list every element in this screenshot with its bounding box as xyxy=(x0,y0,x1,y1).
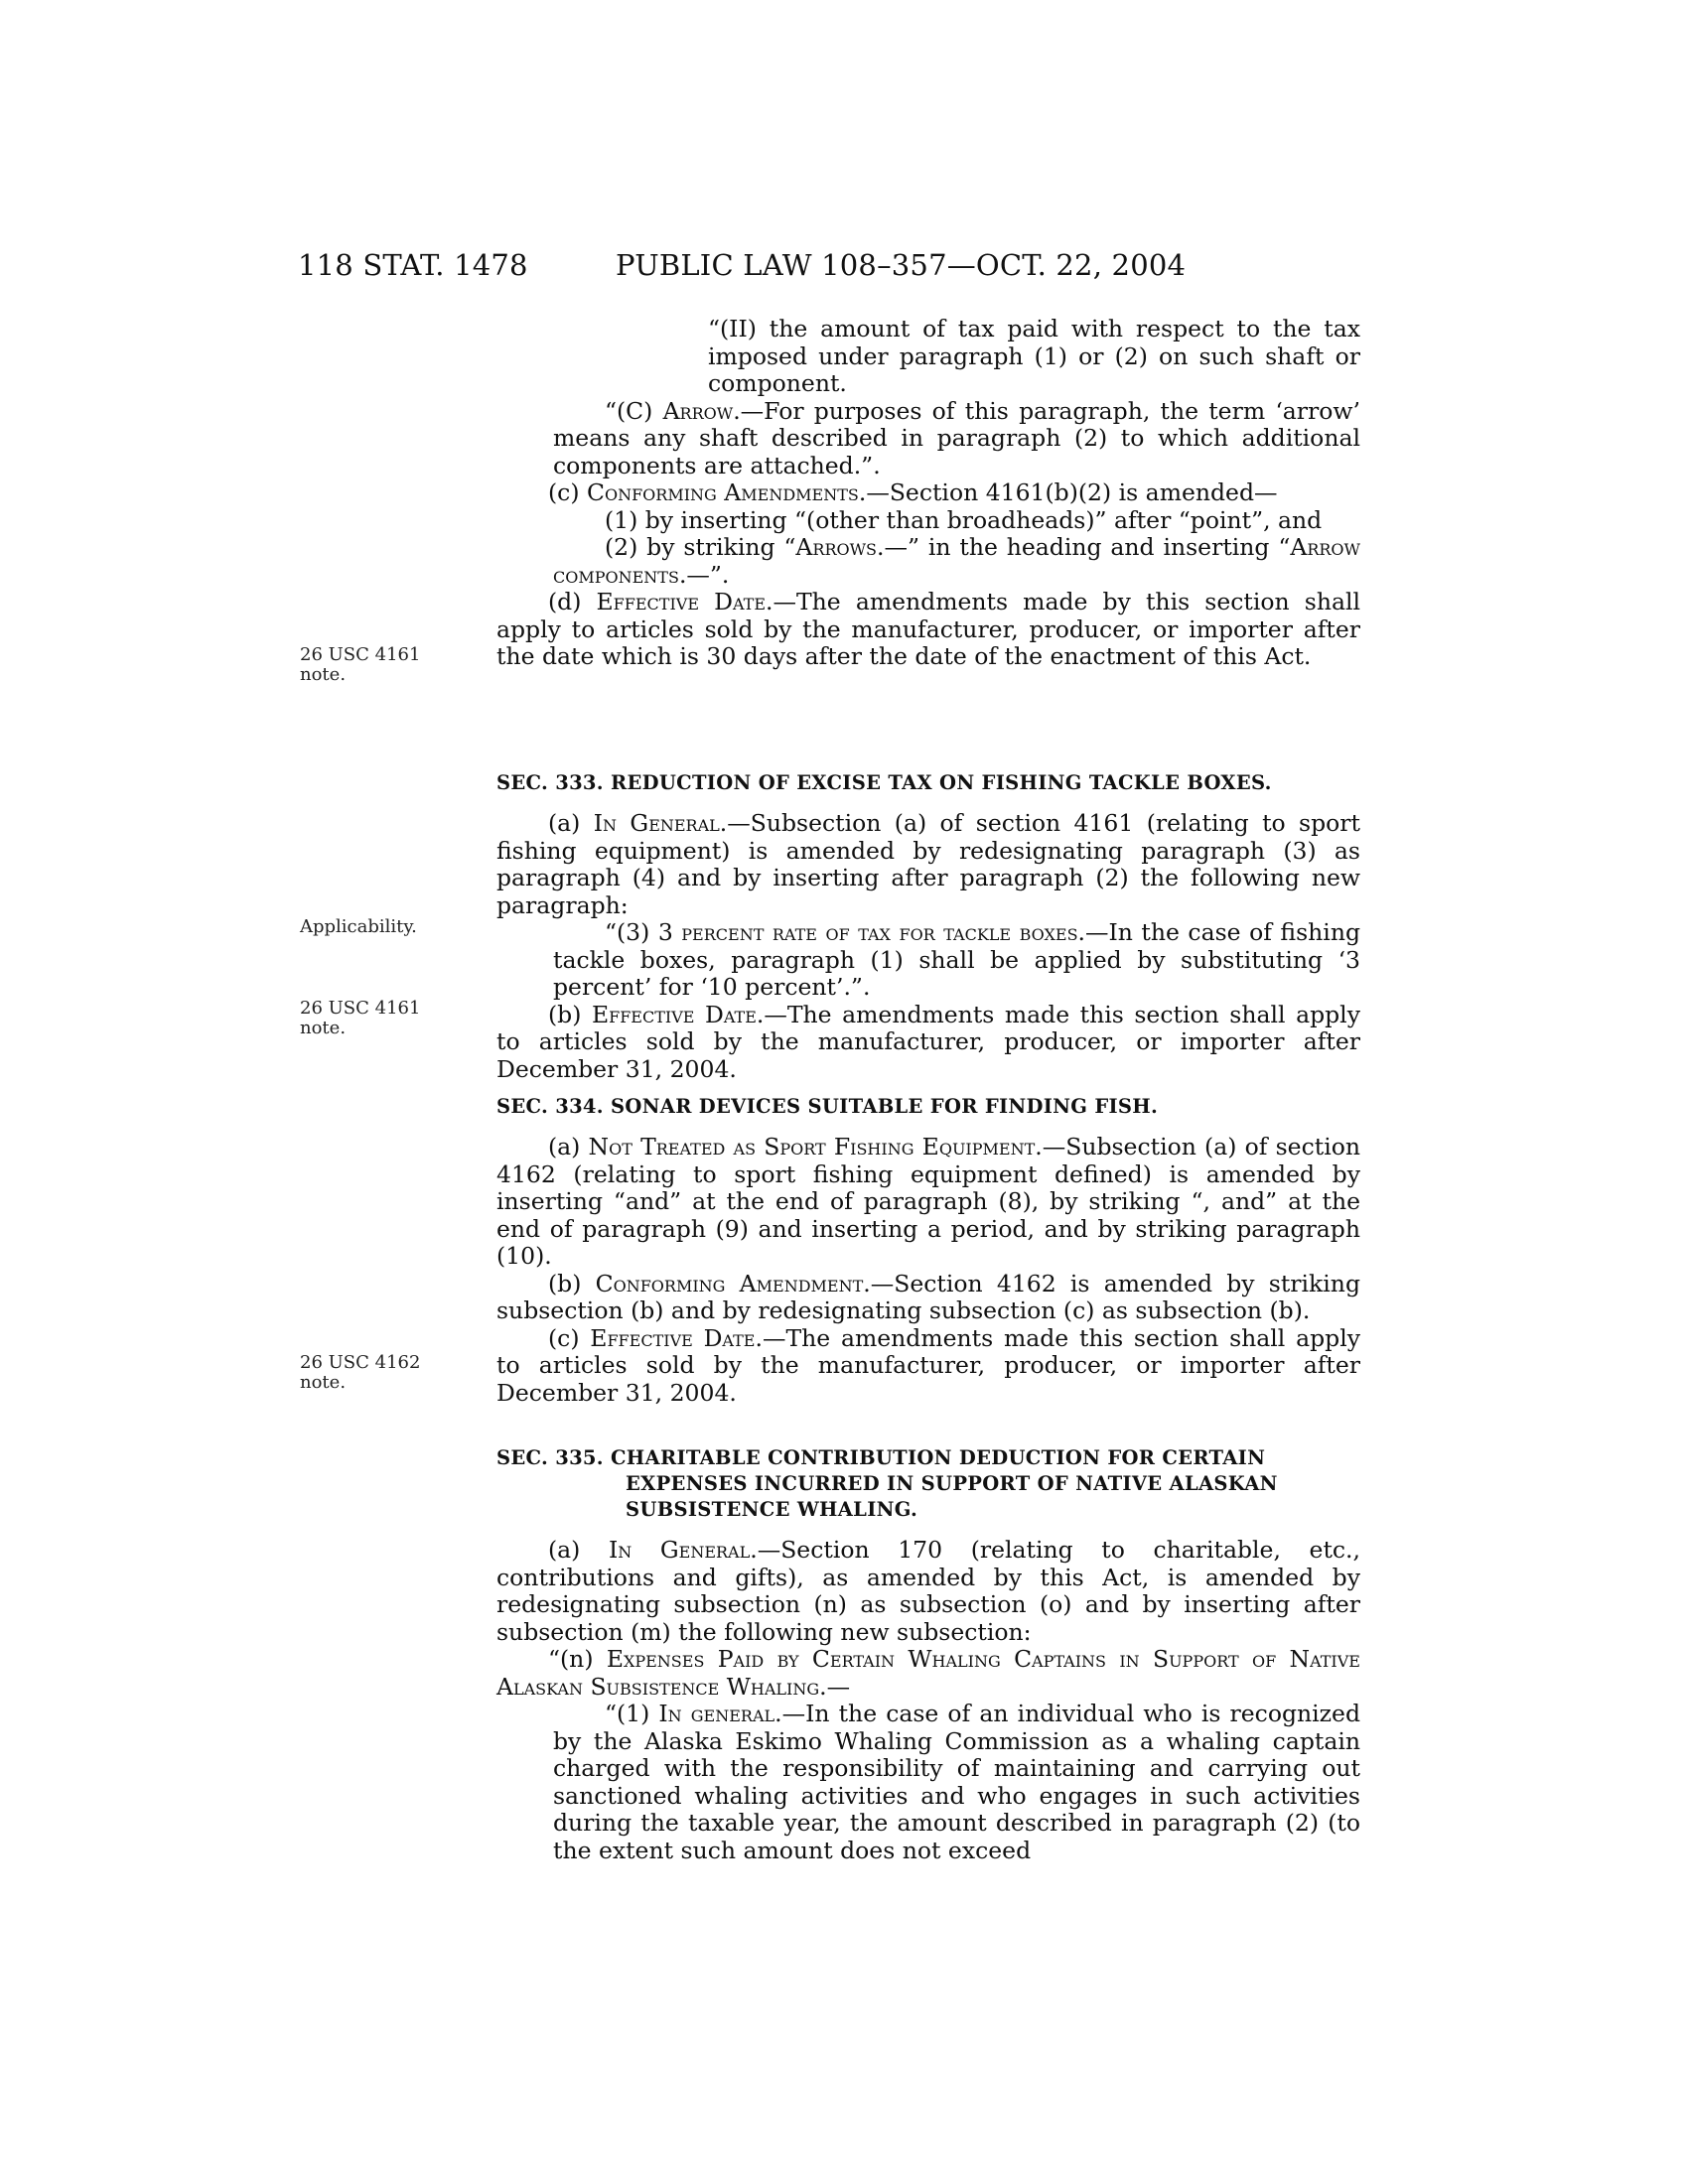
lead: (2) by striking “ xyxy=(605,533,796,561)
body: .—The amendments made this section shall apply to articles sold by the manufacturer, producer, or importer after December 31, 2004. xyxy=(496,1000,1360,1083)
subparagraph-c-arrow xyxy=(553,398,1360,480)
body: .—Section 170 (relating to charitable, etc., contributions and gifts), as amended by this Act, is amended by redesignating subsection (n) as subsection (o) and by inserting after subsection (m) the following new subsection: xyxy=(496,1536,1360,1646)
quoted-paragraph-3 xyxy=(553,919,1360,1002)
quoted-subsection-n xyxy=(496,1646,1360,1701)
body: .—For purposes of this paragraph, the term ‘arrow’ means any shaft described in paragraph (2) to which additional components are attached.”. xyxy=(553,396,1360,479)
heading-in-general: In General xyxy=(593,809,720,837)
lead: (c) xyxy=(548,478,587,506)
heading-in-general: In General xyxy=(608,1536,751,1564)
lead: (a) xyxy=(548,1536,609,1564)
section-heading: SEC. 333. REDUCTION OF EXCISE TAX ON FISHING TACKLE BOXES. xyxy=(496,771,1272,794)
body: .—Subsection (a) of section 4161 (relating to sport fishing equipment) is amended by redesignating paragraph (3) as paragraph (4) and by inserting after paragraph (2) the following new paragraph: xyxy=(496,809,1360,919)
section-332-continuation xyxy=(496,316,1360,671)
heading-tackle-boxes: 3 percent rate of tax for tackle boxes xyxy=(657,918,1078,946)
subsection-a xyxy=(496,1134,1360,1271)
body: .—Section 4161(b)(2) is amended— xyxy=(858,478,1278,506)
body: .—The amendments made by this section shall apply to articles sold by the manufacturer, producer, or importer after the date which is 30 days after the date of the enactment of this Act. xyxy=(496,588,1360,670)
section-heading: SEC. 335. CHARITABLE CONTRIBUTION DEDUCTION FOR CERTAIN EXPENSES INCURRED IN SUPPORT OF NATIVE ALASKAN SUBSISTENCE WHALING. xyxy=(496,1446,1278,1521)
margin-note-line: 26 USC 4161 xyxy=(300,998,421,1019)
subsection-c xyxy=(496,1325,1360,1408)
margin-note-line: 26 USC 4162 xyxy=(300,1352,421,1373)
body: .—In the case of an individual who is recognized by the Alaska Eskimo Whaling Commission as a whaling captain charged with the responsibility of maintaining and carrying out sanctioned whaling activities and who engages in such activities during the taxable year, the amount described in paragraph (2) (to the extent such amount does not exceed xyxy=(553,1700,1360,1864)
margin-note-line: note. xyxy=(300,664,347,685)
section-333 xyxy=(496,770,1360,1083)
body: .—Section 4162 is amended by striking subsection (b) and by redesignating subsection (c) as subsection (b). xyxy=(496,1269,1360,1324)
section-heading: SEC. 334. SONAR DEVICES SUITABLE FOR FINDING FISH. xyxy=(496,1095,1159,1118)
lead: (b) xyxy=(548,1000,592,1028)
clause-ii: “(II) the amount of tax paid with respect to the tax imposed under paragraph (1) or (2) on such shaft or component. xyxy=(708,315,1360,397)
subsection-b xyxy=(496,1002,1360,1084)
margin-note xyxy=(300,917,449,937)
heading-not-treated: Not Treated as Sport Fishing Equipment xyxy=(588,1133,1036,1160)
paragraph-2 xyxy=(553,534,1360,589)
lead: (b) xyxy=(548,1269,596,1297)
quoted-paragraph-1 xyxy=(553,1701,1360,1864)
margin-note xyxy=(300,999,449,1038)
margin-note-line: note. xyxy=(300,1372,347,1393)
public-law-citation: PUBLIC LAW 108–357—OCT. 22, 2004 xyxy=(616,248,1187,282)
margin-note-line: note. xyxy=(300,1018,347,1038)
subsection-a xyxy=(496,810,1360,919)
body: .—”. xyxy=(678,560,730,589)
margin-note-line: Applicability. xyxy=(300,916,417,937)
lead: “(n) xyxy=(548,1645,607,1673)
lead: “(1) xyxy=(605,1700,659,1727)
subsection-b xyxy=(496,1271,1360,1325)
lead: (a) xyxy=(548,809,594,837)
heading-effective-date: Effective Date xyxy=(591,1000,757,1028)
margin-note xyxy=(300,1353,449,1393)
subsection-c-conforming xyxy=(496,479,1360,507)
paragraph-1: (1) by inserting “(other than broadheads)” after “point”, and xyxy=(605,505,1323,534)
heading-arrow: Arrow xyxy=(662,396,734,425)
margin-note xyxy=(300,645,449,685)
section-334 xyxy=(496,1094,1360,1407)
heading-effective-date: Effective Date xyxy=(590,1323,756,1352)
margin-note-line: 26 USC 4161 xyxy=(300,644,421,665)
body: .—In the case of fishing tackle boxes, paragraph (1) shall be applied by substituting ‘3 percent’ for ‘10 percent’.”. xyxy=(553,918,1360,1001)
heading-conforming-amendments: Conforming Amendments xyxy=(586,478,859,506)
heading-conforming-amendment: Conforming Amendment xyxy=(595,1269,864,1297)
heading-whaling-captains: Expenses Paid by Certain Whaling Captains in Support of Native Alaskan Subsistence Whaling xyxy=(496,1645,1360,1701)
section-335 xyxy=(496,1445,1360,1864)
lead: “(3) xyxy=(605,918,658,946)
body: .— xyxy=(819,1672,851,1701)
heading-effective-date: Effective Date xyxy=(596,588,767,615)
arrow-components-heading: Arrow components xyxy=(553,533,1360,589)
arrows-heading: Arrows xyxy=(795,533,878,561)
body: .—Subsection (a) of section 4162 (relating to sport fishing equipment defined) is amended by inserting “and” at the end of paragraph (8), by striking “, and” at the end of paragraph (9) and inserting a period, and by striking paragraph (10). xyxy=(496,1133,1360,1270)
lead: (a) xyxy=(548,1133,589,1160)
subsection-a xyxy=(496,1537,1360,1646)
stat-page-number: 118 STAT. 1478 xyxy=(298,248,528,282)
lead: (d) xyxy=(548,588,597,615)
body: .—” in the heading and inserting “ xyxy=(877,533,1291,561)
subsection-d-effective-date xyxy=(496,589,1360,671)
page-header xyxy=(298,248,1211,288)
lead: (c) xyxy=(548,1323,591,1352)
lead: “(C) xyxy=(605,396,663,425)
body: .—The amendments made this section shall apply to articles sold by the manufacturer, producer, or importer after December 31, 2004. xyxy=(496,1323,1360,1407)
heading-in-general: In general xyxy=(658,1700,775,1727)
